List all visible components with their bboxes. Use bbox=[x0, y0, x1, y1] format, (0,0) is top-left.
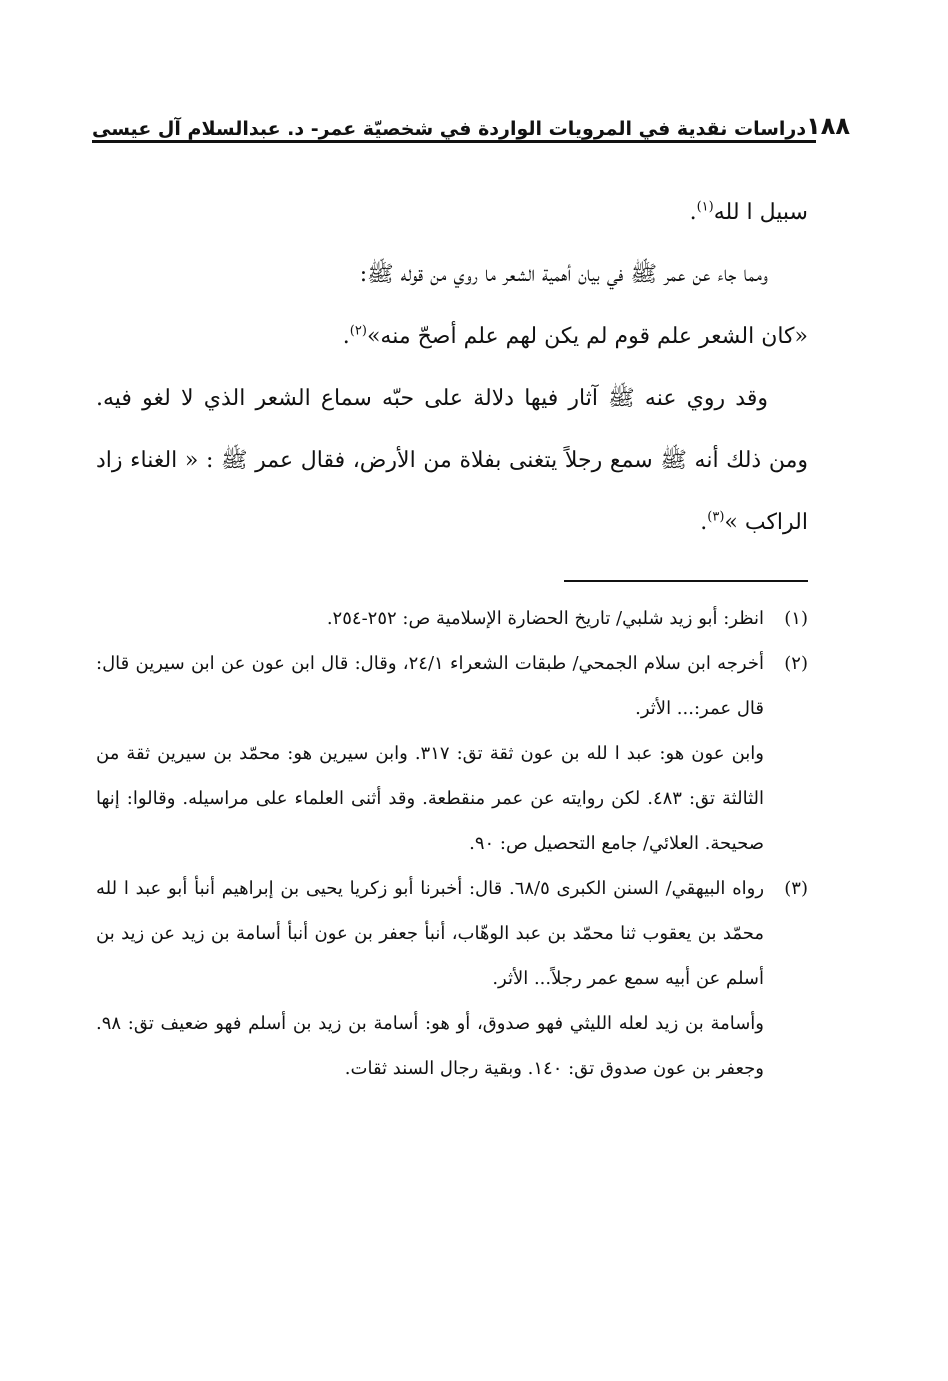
footnote-separator bbox=[564, 580, 808, 582]
footnote-3-continuation bbox=[96, 1001, 808, 1091]
footnote-3-text: رواه البيهقي/ السنن الكبرى ٦٨/٥. قال: أخبرنا أبو زكريا يحيى بن إبراهيم أنبأ أبو عبد ا لله محمّد بن يعقوب ثنا محمّد بن عبد الوهّاب، أنبأ جعفر بن عون أنبأ أسامة بن زيد عن زيد بن أسلم عن أبيه سمع عمر رجلاً... الأثر. bbox=[96, 878, 765, 989]
header-rule bbox=[92, 140, 816, 143]
paragraph-3-end: . bbox=[342, 324, 350, 349]
footnote-2-text: أخرجه ابن سلام الجمحي/ طبقات الشعراء ٢٤/١، وقال: قال ابن عون عن ابن سيرين قال: قال عمر:... الأثر. bbox=[96, 653, 764, 719]
footnote-3 bbox=[96, 866, 808, 1001]
footnote-3-extra: وأسامة بن زيد لعله الليثي فهو صدوق، أو هو: أسامة بن زيد بن أسلم فهو ضعيف تق: ٩٨. وجعفر بن عون صدوق تق: ١٤٠. وبقية رجال السند ثقات. bbox=[96, 1013, 764, 1079]
footnote-1-number: (١) bbox=[784, 608, 808, 629]
paragraph-1-end: . bbox=[689, 200, 697, 225]
footnote-ref-1: (١) bbox=[696, 199, 714, 215]
main-text bbox=[96, 182, 808, 554]
running-header bbox=[92, 104, 851, 140]
footnote-2-number: (٢) bbox=[784, 653, 808, 674]
paragraph-4-end: . bbox=[700, 510, 708, 535]
footnote-2-continuation bbox=[96, 731, 808, 866]
footnote-3-number: (٣) bbox=[784, 878, 808, 899]
header-title: دراسات نقدية في المرويات الواردة في شخصيّة عمر- د. عبدالسلام آل عيسى bbox=[92, 118, 807, 140]
paragraph-1-text: سبيل ا لله bbox=[713, 200, 808, 225]
paragraph-3-text: «كان الشعر علم قوم لم يكن لهم علم أصحّ منه» bbox=[366, 324, 808, 349]
footnote-ref-3: (٣) bbox=[707, 509, 725, 525]
paragraph-1 bbox=[96, 182, 808, 244]
footnotes bbox=[96, 596, 808, 1091]
paragraph-4-text: وقد روي عنه ﷺ آثار فيها دلالة على حبّه سماع الشعر الذي لا لغو فيه. ومن ذلك أنه ﷺ سمع رجلاً يتغنى بفلاة من الأرض، فقال عمر ﷺ : « الغناء زاد الراكب » bbox=[96, 386, 808, 535]
page-number: ١٨٨ bbox=[806, 112, 851, 140]
paragraph-4 bbox=[96, 368, 808, 554]
paragraph-3 bbox=[96, 306, 808, 368]
footnote-ref-2: (٢) bbox=[349, 323, 367, 339]
footnote-2-extra: وابن عون هو: عبد ا لله بن عون ثقة تق: ٣١٧. وابن سيرين هو: محمّد بن سيرين ثقة من الثالثة تق: ٤٨٣. لكن روايته عن عمر منقطعة. وقد أثنى العلماء على مراسيله. وقالوا: إنها صحيحة. العلائي/ جامع التحصيل ص: ٩٠. bbox=[96, 743, 764, 854]
footnote-1 bbox=[96, 596, 808, 641]
footnote-2 bbox=[96, 641, 808, 731]
paragraph-2 bbox=[96, 244, 808, 306]
footnote-1-text: انظر: أبو زيد شلبي/ تاريخ الحضارة الإسلامية ص: ٢٥٢-٢٥٤. bbox=[326, 608, 764, 629]
paragraph-2-text: ومما جاء عن عمر ﷺ في بيان أهمية الشعر ما روي من قوله ﷺ: bbox=[359, 262, 768, 287]
